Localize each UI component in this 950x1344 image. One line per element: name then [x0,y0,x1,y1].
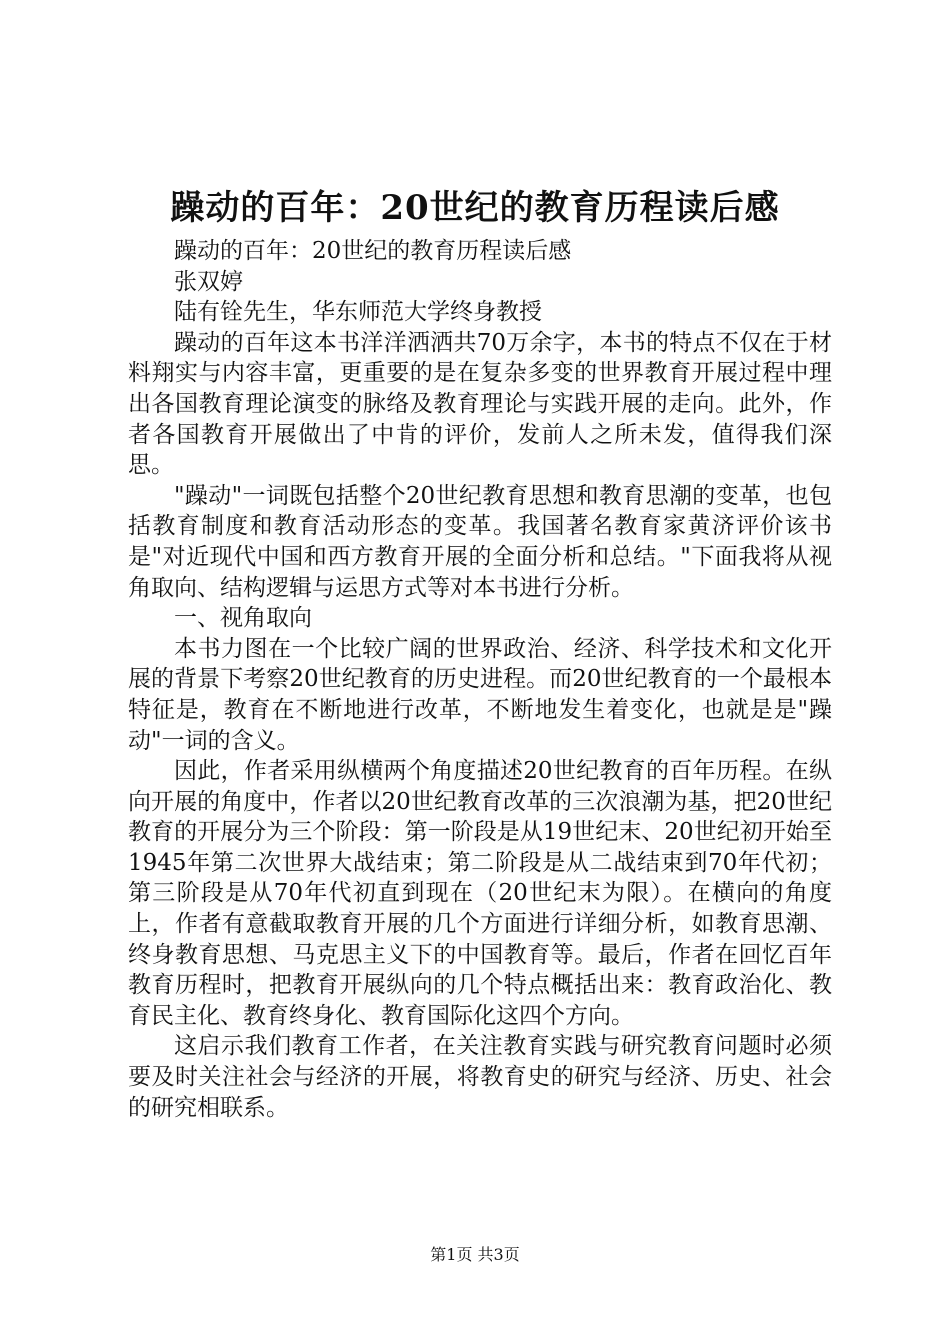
page-footer: 第1页 共3页 [430,1245,520,1264]
paragraph-conclusion: 这启示我们教育工作者，在关注教育实践与研究教育问题时必须要及时关注社会与经济的开展，将教育史的研究与经济、历史、社会的研究相联系。 [128,1033,832,1121]
paragraph-perspective: 因此，作者采用纵横两个角度描述20世纪教育的百年历程。在纵向开展的角度中，作者以20世纪教育改革的三次浪潮为基，把20世纪教育的开展分为三个阶段：第一阶段是从19世纪末、20世纪初开始至1945年第二次世界大战结束；第二阶段是从二战结束到70年代初；第三阶段是从70年代初直到现在（20世纪末为限）。在横向的角度上，作者有意截取教育开展的几个方面进行详细分析，如教育思潮、终身教育思想、马克思主义下的中国教育等。最后，作者在回忆百年教育历程时，把教育开展纵向的几个特点概括出来：教育政治化、教育民主化、教育终身化、教育国际化这四个方向。 [128,758,832,1029]
section-heading: 一、视角取向 [174,605,312,632]
paragraph-intro: 躁动的百年这本书洋洋洒洒共70万余字，本书的特点不仅在于材料翔实与内容丰富，更重要的是在复杂多变的世界教育开展过程中理出各国教育理论演变的脉络及教育理论与实践开展的走向。此外，作者各国教育开展做出了中肯的评价，发前人之所未发，值得我们深思。 [128,329,832,479]
document-body [128,236,832,1123]
paragraph-background: 本书力图在一个比较广阔的世界政治、经济、科学技术和文化开展的背景下考察20世纪教育的历史进程。而20世纪教育的一个最根本特征是，教育在不断地进行改革，不断地发生着变化，也就是是"躁动"一词的含义。 [128,635,832,754]
paragraph-reference: 陆有铨先生，华东师范大学终身教授 [174,299,542,326]
paragraph-author: 张双婷 [174,268,243,295]
document-title: 躁动的百年：20世纪的教育历程读后感 [170,188,780,228]
paragraph-meaning: "躁动"一词既包括整个20世纪教育思想和教育思潮的变革，也包括教育制度和教育活动形态的变革。我国著名教育家黄济评价该书是"对近现代中国和西方教育开展的全面分析和总结。"下面我将从视角取向、结构逻辑与运思方式等对本书进行分析。 [128,482,832,601]
paragraph-subtitle: 躁动的百年：20世纪的教育历程读后感 [174,238,572,264]
